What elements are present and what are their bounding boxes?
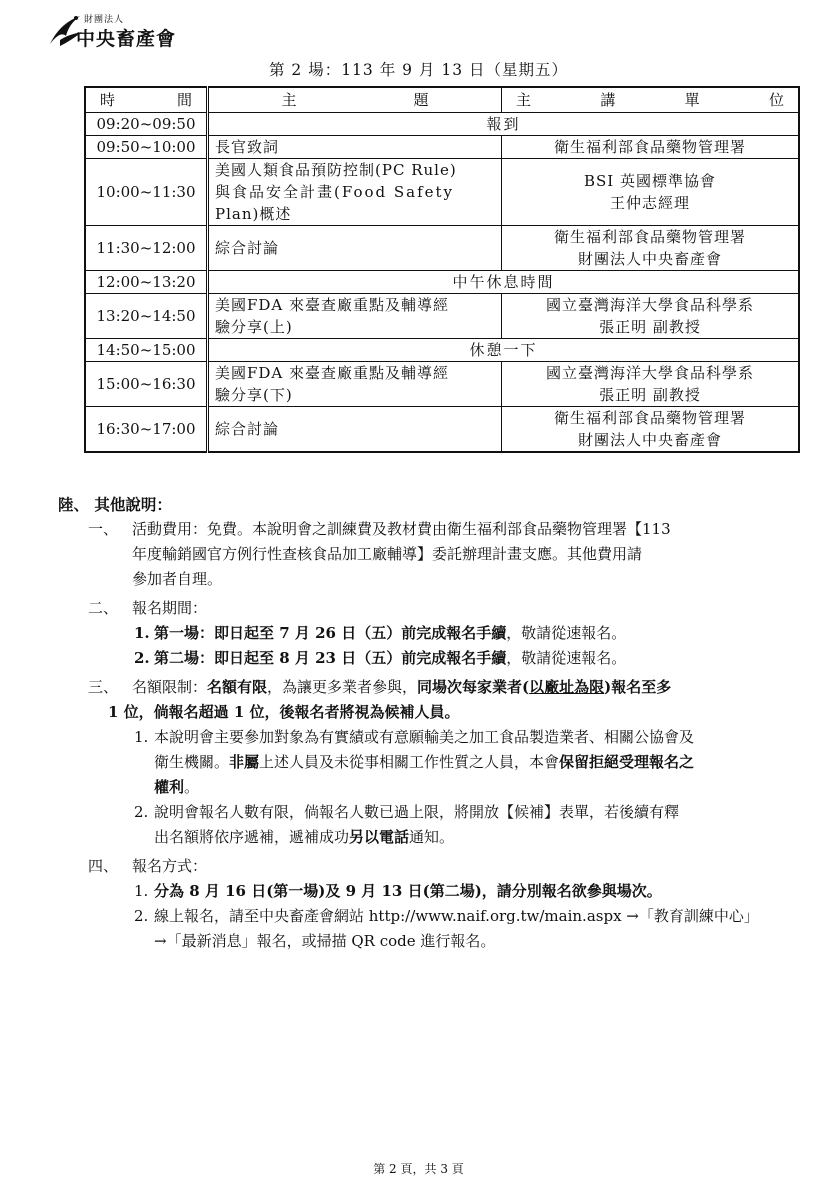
row-speaker: BSI 英國標準協會 王仲志經理 xyxy=(502,159,800,226)
row-span: 中午休息時間 xyxy=(208,271,800,294)
row-speaker: 衛生福利部食品藥物管理署 財團法人中央畜產會 xyxy=(502,407,800,453)
row-time: 11:30~12:00 xyxy=(85,226,208,271)
quota-text: 名額限制：名額有限，為讓更多業者參與，同場次每家業者(以廠址為限)報名至多 xyxy=(132,678,672,696)
row-topic: 長官致詞 xyxy=(208,136,502,159)
fee-line: 參加者自理。 xyxy=(132,570,223,588)
method-title: 報名方式： xyxy=(132,857,208,875)
row-time: 10:00~11:30 xyxy=(85,159,208,226)
row-time: 09:50~10:00 xyxy=(85,136,208,159)
row-speaker: 衛生福利部食品藥物管理署 xyxy=(502,136,800,159)
table-row xyxy=(85,271,799,294)
item-label: 二、 xyxy=(88,599,119,617)
table-row xyxy=(85,407,799,453)
registration-link-text: 線上報名，請至中央畜產會網站 http://www.naif.org.tw/main.aspx →「教育訓練中心」 xyxy=(154,907,759,925)
row-time: 15:00~16:30 xyxy=(85,362,208,407)
row-time: 16:30~17:00 xyxy=(85,407,208,453)
table-row xyxy=(85,136,799,159)
item-label: 四、 xyxy=(88,857,119,875)
method-step-2: 2. 線上報名，請至中央畜產會網站 http://www.naif.org.tw/main.aspx →「教育訓練中心」 →「最新消息」報名，或掃描 QR code 進行報名。 xyxy=(58,904,818,954)
row-time: 09:20~09:50 xyxy=(85,113,208,136)
period-title: 報名期間： xyxy=(132,599,208,617)
table-row xyxy=(85,362,799,407)
section-heading: 陸、 其他說明： xyxy=(58,495,172,514)
row-topic: 綜合討論 xyxy=(208,226,502,271)
row-topic: 美國FDA 來臺查廠重點及輔導經 驗分享(下) xyxy=(208,362,502,407)
header-topic: 主 題 xyxy=(208,87,502,113)
period-session-2: 2. 第二場：即日起至 8 月 23 日（五）前完成報名手續，敬請從速報名。 xyxy=(134,649,627,667)
method-item xyxy=(58,854,818,879)
row-time: 12:00~13:20 xyxy=(85,271,208,294)
table-header-row xyxy=(85,87,799,113)
row-topic: 美國FDA 來臺查廠重點及輔導經 驗分享(上) xyxy=(208,294,502,339)
item-label: 一、 xyxy=(88,520,119,538)
header-speaker: 主 講 單 位 xyxy=(502,87,800,113)
row-span: 休憩一下 xyxy=(208,339,800,362)
quota-rule-2: 2. 說明會報名人數有限，倘報名人數已過上限，將開放【候補】表單，若後續有釋 出名額將依序遞補，遞補成功另以電話通知。 xyxy=(134,803,680,846)
fee-item xyxy=(58,517,818,592)
period-session-1: 1. 第一場：即日起至 7 月 26 日（五）前完成報名手續，敬請從速報名。 xyxy=(134,624,627,642)
table-row xyxy=(85,339,799,362)
row-speaker: 國立臺灣海洋大學食品科學系 張正明 副教授 xyxy=(502,294,800,339)
quota-text-cont: 1 位，倘報名超過 1 位，後報名者將視為候補人員。 xyxy=(108,703,460,721)
row-time: 14:50~15:00 xyxy=(85,339,208,362)
row-topic: 綜合討論 xyxy=(208,407,502,453)
table-row xyxy=(85,113,799,136)
row-topic: 美國人類食品預防控制(PC Rule) 與食品安全計畫(Food Safety Plan)概述 xyxy=(208,159,502,226)
session-title: 第 2 場：113 年 9 月 13 日（星期五） xyxy=(268,61,569,79)
logo-subtitle: 財團法人 xyxy=(84,15,125,25)
method-step-1: 1. 分為 8 月 16 日(第一場)及 9 月 13 日(第二場)，請分別報名欲參與場次。 xyxy=(134,882,662,900)
row-speaker: 衛生福利部食品藥物管理署 財團法人中央畜產會 xyxy=(502,226,800,271)
table-row xyxy=(85,294,799,339)
period-item xyxy=(58,596,818,621)
item-label: 三、 xyxy=(88,678,119,696)
page-number: 第 2 頁，共 3 頁 xyxy=(373,1162,464,1176)
quota-rule-1: 1. 本說明會主要參加對象為有實績或有意願輸美之加工食品製造業者、相關公協會及 衛生機關。非屬上述人員及未從事相關工作性質之人員，本會保留拒絕受理報名之 權利。 xyxy=(134,728,695,796)
quota-item xyxy=(58,675,818,725)
logo-title: 中央畜產會 xyxy=(76,28,177,50)
fee-line: 年度輸銷國官方例行性查核食品加工廠輔導】委託辦理計畫支應。其他費用請 xyxy=(132,545,643,563)
other-notes-section xyxy=(58,492,818,954)
table-row xyxy=(85,159,799,226)
row-span: 報到 xyxy=(208,113,800,136)
organization-logo xyxy=(46,10,196,52)
fee-line: 活動費用：免費。本說明會之訓練費及教材費由衛生福利部食品藥物管理署【113 xyxy=(132,520,671,538)
table-row xyxy=(85,226,799,271)
header-time: 時 間 xyxy=(85,87,208,113)
row-speaker: 國立臺灣海洋大學食品科學系 張正明 副教授 xyxy=(502,362,800,407)
row-time: 13:20~14:50 xyxy=(85,294,208,339)
schedule-table xyxy=(84,86,800,453)
